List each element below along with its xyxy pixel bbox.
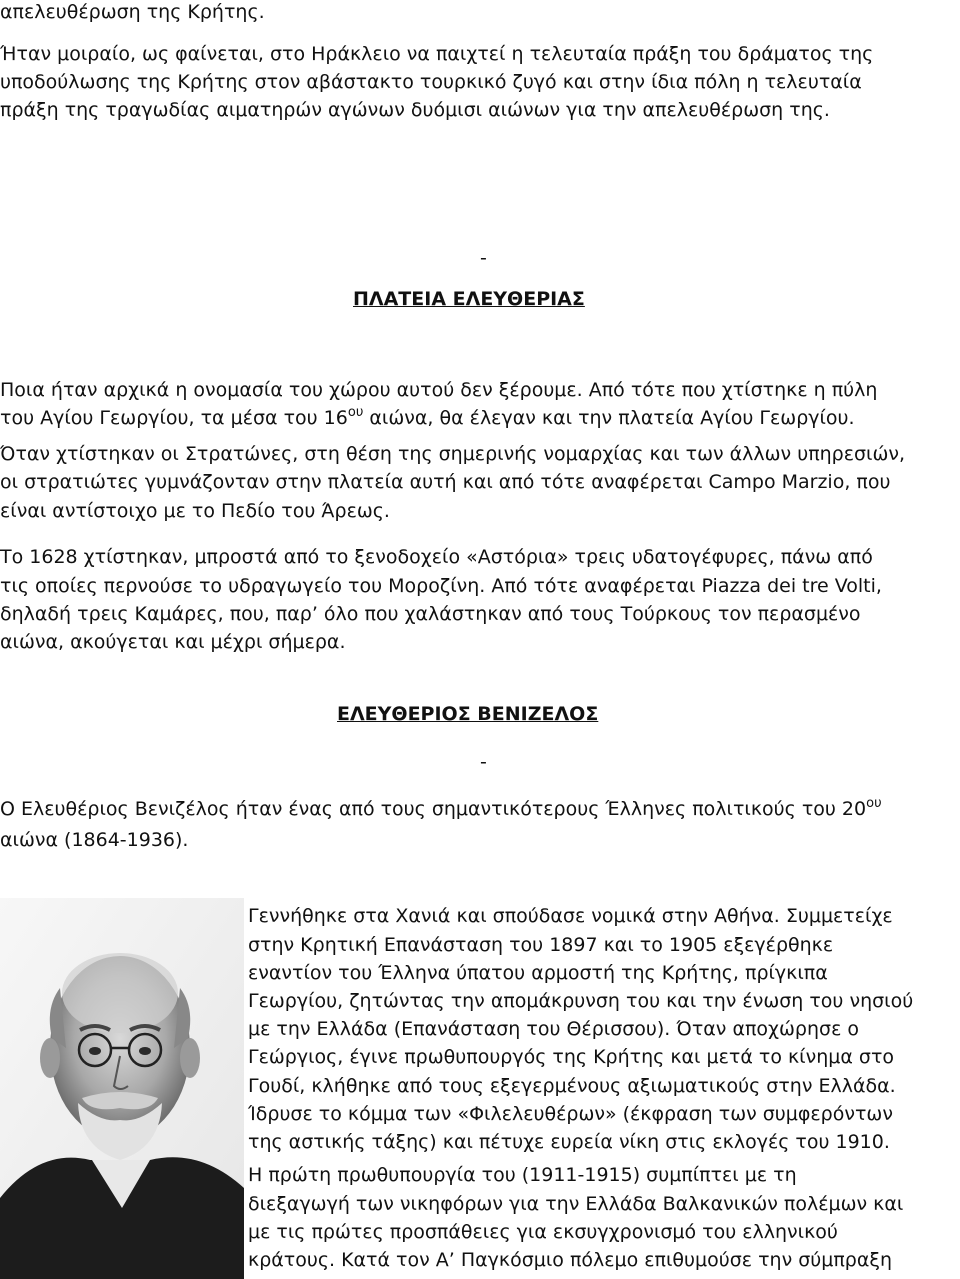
side-text-line: στην Κρητική Επανάσταση του 1897 και το 1905 εξεγέρθηκε (248, 934, 834, 956)
side-text-line: με τις πρώτες προσπάθειες για εκσυγχρονισμό του ελληνικού (248, 1221, 838, 1243)
side-text-line: διεξαγωγή των νικηφόρων για την Ελλάδα Βαλκανικών πολέμων και (248, 1193, 904, 1215)
intro-line: πράξη της τραγωδίας αιματηρών αγώνων δυόμισι αιώνων για την απελευθέρωση της. (0, 99, 830, 121)
side-text-line: Η πρώτη πρωθυπουργία του (1911-1915) συμπίπτει με τη (248, 1164, 797, 1186)
paragraph-line: είναι αντίστοιχο με το Πεδίο του Άρεως. (0, 500, 390, 522)
side-text-line: Γεωργίου, ζητώντας την απομάκρυνση του και την ένωση του νησιού (248, 990, 914, 1012)
side-text-line: Ίδρυσε το κόμμα των «Φιλελευθέρων» (έκφραση των συμφερόντων (248, 1103, 893, 1125)
side-text-line: της αστικής τάξης) και πέτυχε ευρεία νίκη στις εκλογές του 1910. (248, 1131, 890, 1153)
intro-line: υποδούλωσης της Κρήτης στον αβάστακτο τουρκικό ζυγό και στην ίδια πόλη η τελευταία (0, 71, 862, 93)
side-text-line: κράτους. Κατά τον Α’ Παγκόσμιο πόλεμο επιθυμούσε την σύμπραξη (248, 1249, 893, 1271)
paragraph-line: Όταν χτίστηκαν οι Στρατώνες, στη θέση της σημερινής νομαρχίας και των άλλων υπηρεσιών, (0, 443, 906, 465)
section-title-plateia: ΠΛΑΤΕΙΑ ΕΛΕΥΘΕΡΙΑΣ (353, 288, 585, 310)
intro-line: απελευθέρωση της Κρήτης. (0, 1, 265, 23)
paragraph-line: Το 1628 χτίστηκαν, μπροστά από το ξενοδοχείο «Αστόρια» τρεις υδατογέφυρες, πάνω από (0, 546, 873, 568)
paragraph-line: τις οποίες περνούσε το υδραγωγείο του Μοροζίνη. Από τότε αναφέρεται Piazza dei tre Volti, (0, 575, 882, 597)
side-text-line: Γεννήθηκε στα Χανιά και σπούδασε νομικά στην Αθήνα. Συμμετείχε (248, 905, 893, 927)
superscript: ου (866, 796, 882, 811)
superscript: ου (347, 405, 364, 420)
portrait-image (0, 898, 244, 1279)
side-text-line: εναντίον του Έλληνα ύπατου αρμοστή της Κρήτης, πρίγκιπα (248, 962, 828, 984)
paragraph-line: δηλαδή τρεις Καμάρες, που, παρ’ όλο που χαλάστηκαν από τους Τούρκους τον περασμένο (0, 603, 861, 625)
side-text-line: με την Ελλάδα (Επανάσταση του Θέρισσου). Όταν αποχώρησε ο (248, 1018, 859, 1040)
paragraph-line: του Αγίου Γεωργίου, τα μέσα του $16^{o\upsilon}$ αιώνα, θα έλεγαν και την πλατεία Αγίου Γεωργίου. (0, 405, 855, 429)
section-dash: - (480, 751, 487, 773)
paragraph-line: Ο Ελευθέριος Βενιζέλος ήταν ένας από τους σημαντικότερους Έλληνες πολιτικούς του $20^{o\upsilon}$ (0, 796, 882, 820)
section-dash: - (480, 247, 487, 269)
paragraph-line: αιώνα (1864-1936). (0, 829, 189, 851)
paragraph-line: οι στρατιώτες γυμνάζονταν στην πλατεία αυτή και από τότε αναφέρεται Campo Marzio, που (0, 471, 891, 493)
intro-line: Ήταν μοιραίο, ως φαίνεται, στο Ηράκλειο να παιχτεί η τελευταία πράξη του δράματος της (0, 43, 874, 65)
side-text-line: Γουδί, κλήθηκε από τους εξεγερμένους αξιωματικούς στην Ελλάδα. (248, 1075, 896, 1097)
section-title-venizelos: ΕΛΕΥΘΕΡΙΟΣ ΒΕΝΙΖΕΛΟΣ (337, 703, 599, 725)
paragraph-line: αιώνα, ακούγεται και μέχρι σήμερα. (0, 631, 346, 653)
side-text-line: Γεώργιος, έγινε πρωθυπουργός της Κρήτης και μετά το κίνημα στο (248, 1046, 895, 1068)
paragraph-line: Ποια ήταν αρχικά η ονομασία του χώρου αυτού δεν ξέρουμε. Από τότε που χτίστηκε η πύλη (0, 379, 878, 401)
